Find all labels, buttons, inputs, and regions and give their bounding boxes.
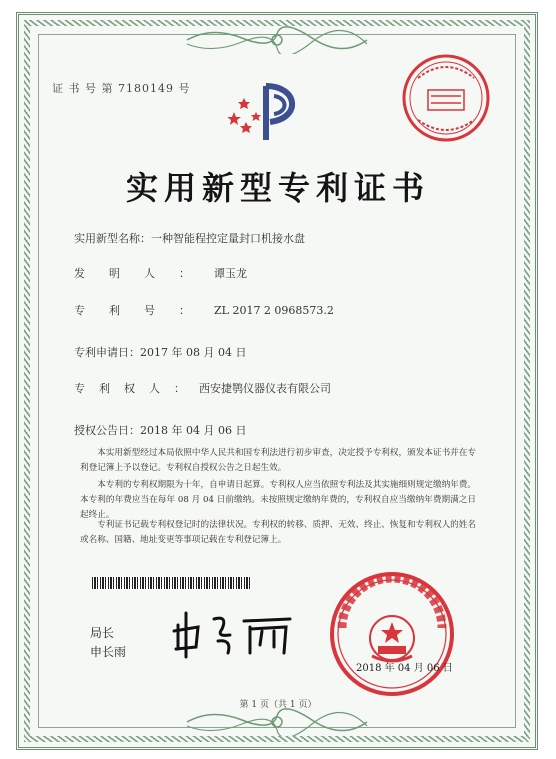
field-inventor <box>74 265 247 281</box>
utility-model-name-label: 实用新型名称： <box>74 232 151 245</box>
signature-icon <box>170 605 300 660</box>
inventor-label: 发明人： <box>74 267 214 280</box>
director-name: 申长雨 <box>90 645 127 659</box>
filing-date-label: 专利申请日： <box>74 346 140 359</box>
field-patentee <box>74 380 331 396</box>
barcode-icon <box>92 577 252 589</box>
paragraph-legal-status: 专利证书记载专利权登记时的法律状况。专利权的转移、质押、无效、终止、恢复和专利权人的姓名或名称、国籍、地址变更等事项记载在专利登记簿上。 <box>80 520 476 545</box>
field-filing-date <box>74 344 246 360</box>
field-utility-model-name <box>74 230 305 246</box>
grant-date-label: 授权公告日： <box>74 424 140 437</box>
field-grant-date <box>74 422 246 438</box>
cnipa-logo-icon <box>228 78 308 148</box>
certificate-number <box>52 80 191 96</box>
utility-model-name-value: 一种智能程控定量封口机接水盘 <box>151 232 305 245</box>
seal-date: 2018 年 04 月 06 日 <box>356 663 453 674</box>
certificate-number-value: 7180149 <box>118 82 174 95</box>
paragraph-grant-notice: 本实用新型经过本局依照中华人民共和国专利法进行初步审查，决定授予专利权，颁发本证书并在专利登记簿上予以登记。专利权自授权公告之日起生效。 <box>80 448 476 473</box>
certificate-number-suffix: 号 <box>178 82 191 95</box>
national-seal-icon <box>328 570 456 698</box>
bottom-flourish-icon <box>182 708 372 736</box>
director-title: 局长 <box>90 626 115 640</box>
field-patent-number <box>74 302 334 318</box>
patent-number-label: 专利号： <box>74 304 214 317</box>
page-number: 第 1 页（共 1 页） <box>239 700 317 710</box>
patent-number-value: ZL 2017 2 0968573.2 <box>214 304 334 317</box>
certificate-number-label: 证 书 号 第 <box>52 82 114 95</box>
filing-date-value: 2017 年 08 月 04 日 <box>140 346 247 359</box>
stamp-icon <box>398 50 494 146</box>
patentee-label: 专利权人： <box>74 382 199 395</box>
grant-date-value: 2018 年 04 月 06 日 <box>140 424 247 437</box>
certificate-title: 实用新型专利证书 <box>125 169 430 207</box>
paragraph-term-and-fees: 本专利的专利权期限为十年，自申请日起算。专利权人应当依照专利法及其实施细则规定缴纳年费。本专利的年费应当在每年 08 月 04 日前缴纳。未按照规定缴纳年费的，专利权自应当缴纳年费期满之日起终止。 <box>80 480 476 520</box>
patentee-value: 西安捷鹗仪器仪表有限公司 <box>199 382 331 395</box>
inventor-value: 谭玉龙 <box>214 267 247 280</box>
top-flourish-icon <box>182 26 372 54</box>
